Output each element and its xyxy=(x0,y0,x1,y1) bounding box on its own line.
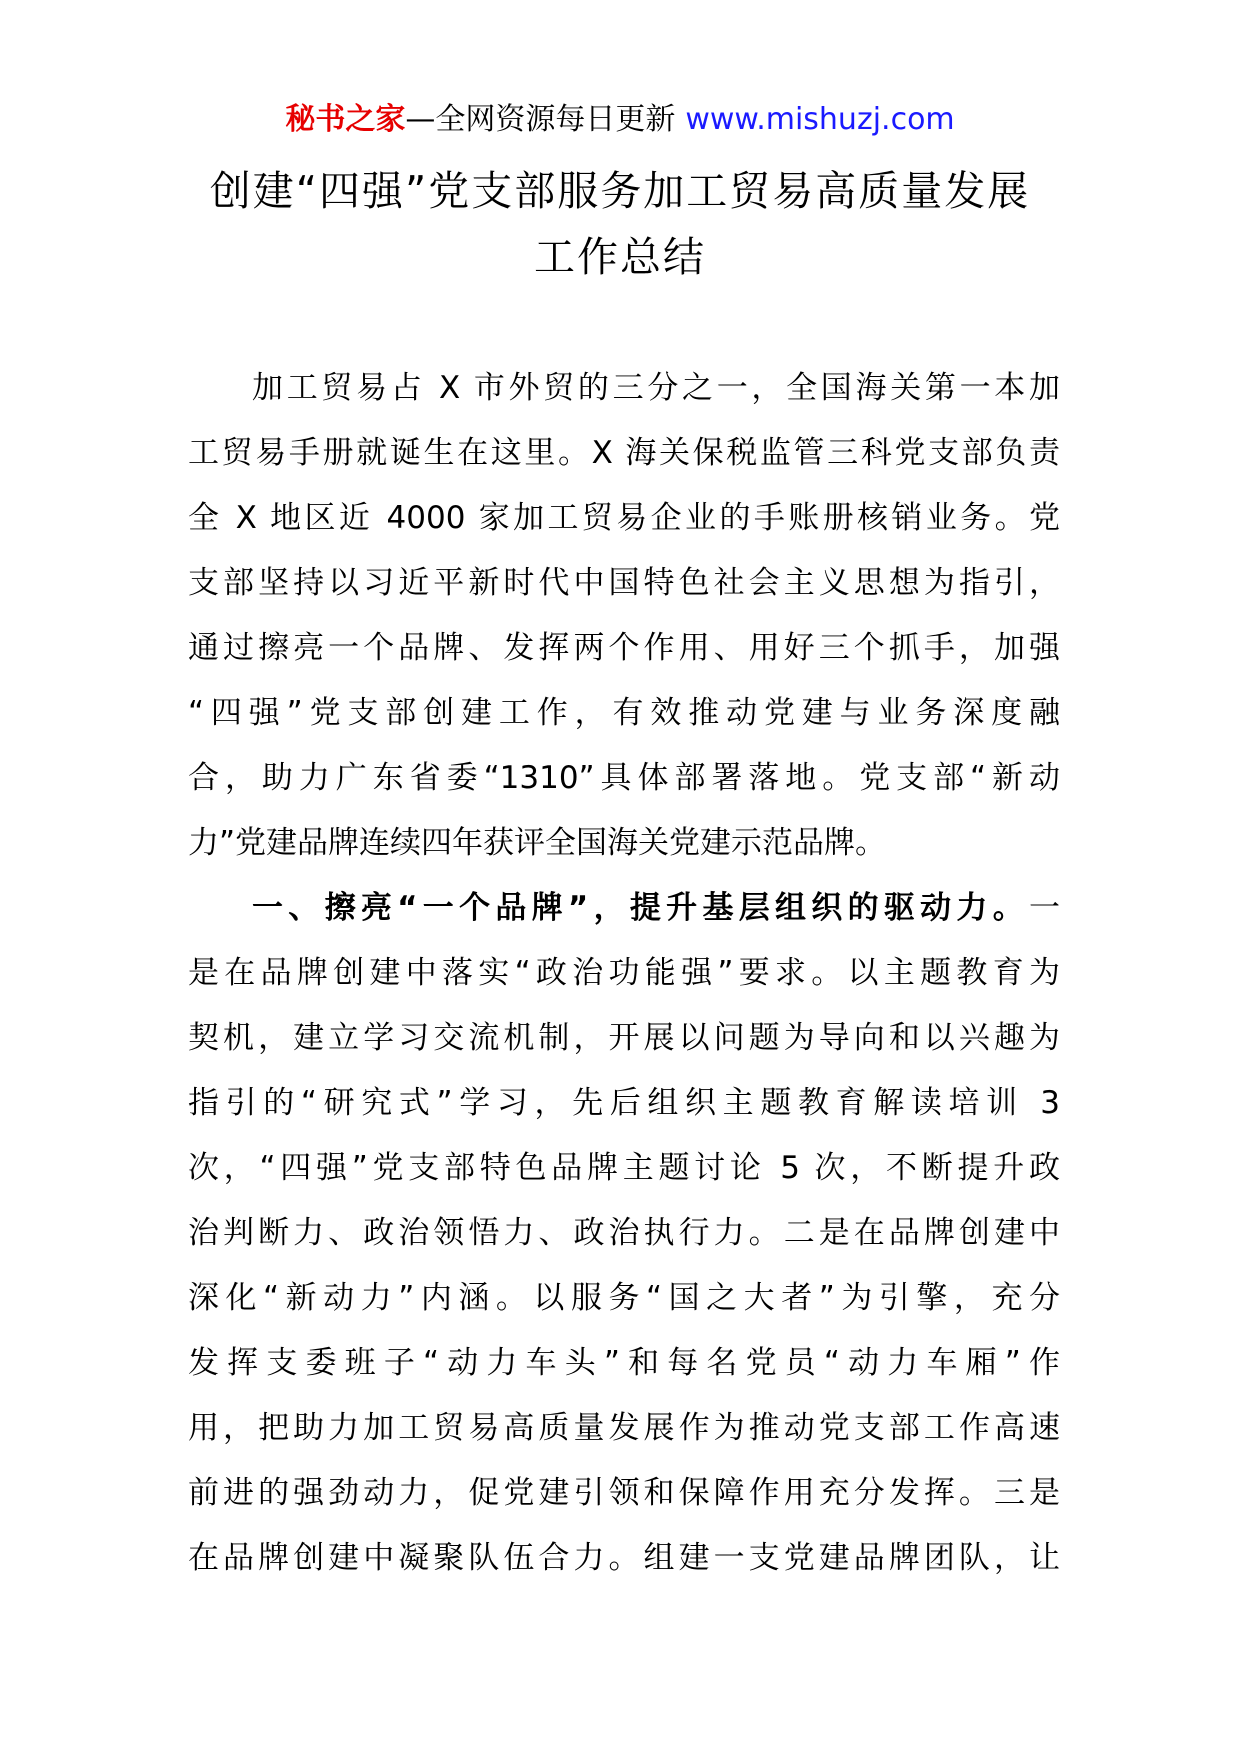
paragraph-line: 力”党建品牌连续四年获评全国海关党建示范品牌。 xyxy=(188,825,887,861)
paragraph-2 xyxy=(188,876,1060,1591)
paragraph-line: 发挥支委班子“动力车头”和每名党员“动力车厢”作 xyxy=(188,1345,1060,1381)
title-line-2: 工作总结 xyxy=(534,233,706,281)
paragraph-line: 在品牌创建中凝聚队伍合力。组建一支党建品牌团队，让 xyxy=(188,1540,1060,1576)
paragraph-line: 指引的“研究式”学习，先后组织主题教育解读培训 3 xyxy=(188,1085,1060,1121)
paragraph-first-line xyxy=(188,876,1060,941)
brand-name: 秘书之家 xyxy=(285,102,406,137)
paragraph-line: 用，把助力加工贸易高质量发展作为推动党支部工作高速 xyxy=(188,1410,1060,1446)
paragraph-line: 合，助力广东省委“1310”具体部署落地。党支部“新动 xyxy=(188,760,1060,796)
document-body xyxy=(188,356,1060,1591)
title-line-1: 创建“四强”党支部服务加工贸易高质量发展 xyxy=(209,167,1031,215)
paragraph-1 xyxy=(188,356,1060,876)
document-title xyxy=(0,158,1240,290)
paragraph-line: 是在品牌创建中落实“政治功能强”要求。以主题教育为 xyxy=(188,955,1060,991)
banner-tagline: —全网资源每日更新 xyxy=(405,102,676,137)
paragraph-line: 前进的强劲动力，促党建引领和保障作用充分发挥。三是 xyxy=(188,1475,1060,1511)
paragraph-line: 治判断力、政治领悟力、政治执行力。二是在品牌创建中 xyxy=(188,1215,1060,1251)
paragraph-line: 支部坚持以习近平新时代中国特色社会主义思想为指引， xyxy=(188,565,1060,601)
section-heading: 一、擦亮“一个品牌”，提升基层组织的驱动力。 xyxy=(252,890,1029,926)
paragraph-line: 深化“新动力”内涵。以服务“国之大者”为引擎，充分 xyxy=(188,1280,1060,1316)
paragraph-line: 工贸易手册就诞生在这里。X 海关保税监管三科党支部负责 xyxy=(188,435,1060,471)
site-url-link[interactable]: www.mishuzj.com xyxy=(685,102,955,137)
paragraph-line: 全 X 地区近 4000 家加工贸易企业的手账册核销业务。党 xyxy=(188,500,1060,536)
site-banner xyxy=(0,100,1240,140)
paragraph-line: 加工贸易占 X 市外贸的三分之一，全国海关第一本加 xyxy=(252,370,1060,406)
paragraph-line: 次，“四强”党支部特色品牌主题讨论 5 次，不断提升政 xyxy=(188,1150,1060,1186)
paragraph-line: “四强”党支部创建工作，有效推动党建与业务深度融 xyxy=(188,695,1060,731)
paragraph-line: 契机，建立学习交流机制，开展以问题为导向和以兴趣为 xyxy=(188,1020,1060,1056)
paragraph-line: 通过擦亮一个品牌、发挥两个作用、用好三个抓手，加强 xyxy=(188,630,1060,666)
paragraph-first-line-rest: 一 xyxy=(1029,890,1060,926)
